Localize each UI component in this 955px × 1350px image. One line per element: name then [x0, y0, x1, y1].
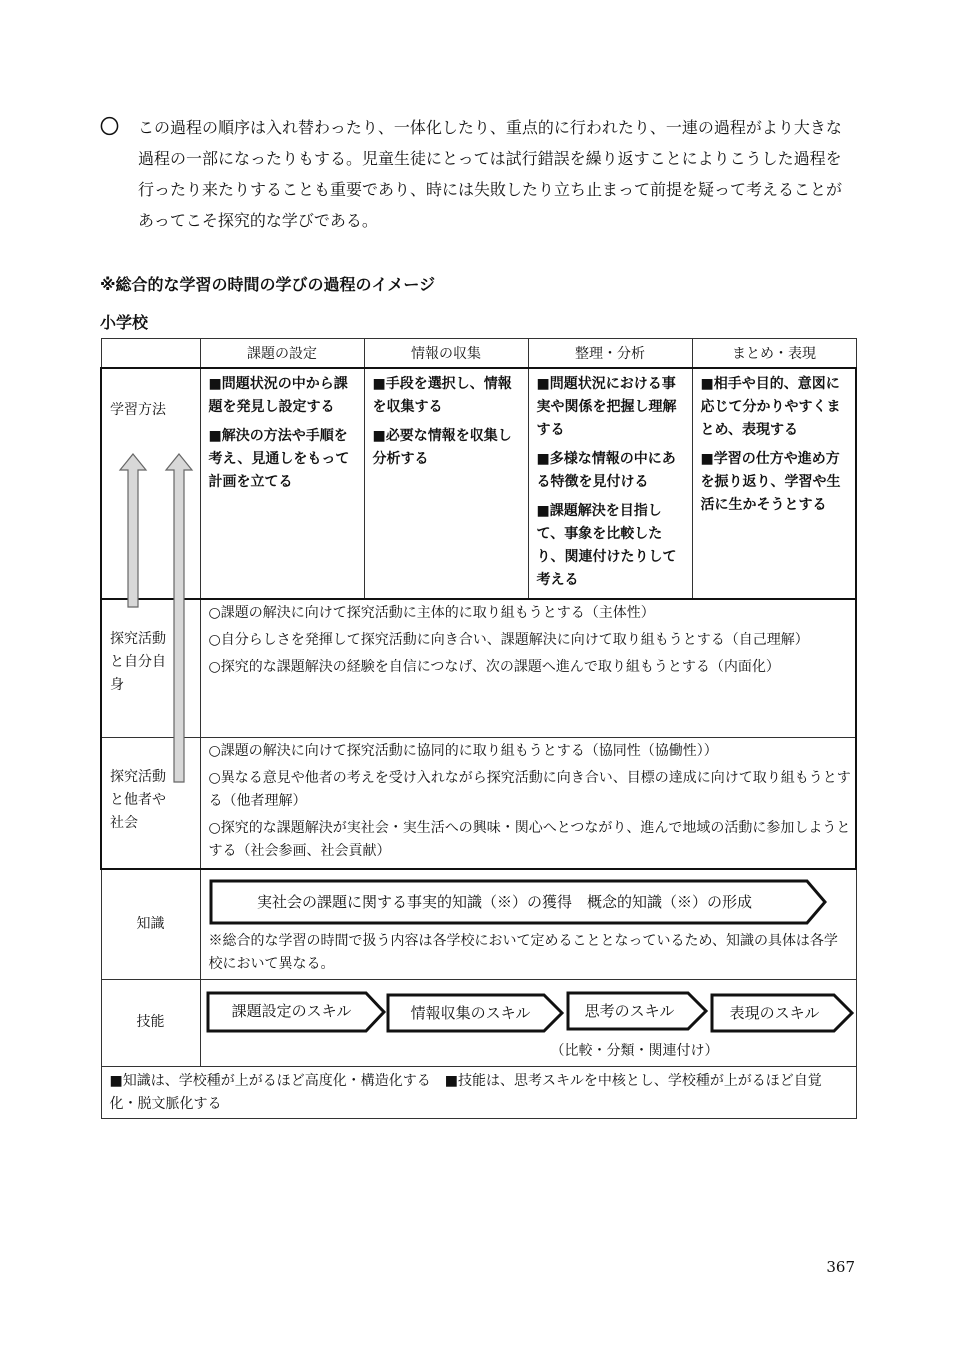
others-label: 探究活動と他者や社会 — [110, 768, 166, 831]
footer-note: ■知識は、学校種が上がるほど高度化・構造化する ■技能は、思考スキルを中核とし、学校種が上がるほど自覚化・脱文脈化する — [101, 1066, 856, 1118]
self-label: 探究活動と自分自身 — [110, 631, 166, 693]
method-cell-4 — [692, 368, 856, 599]
method-item: ■相手や目的、意図に応じて分かりやすくまとめ、表現する — [700, 376, 841, 438]
learning-process-table — [100, 338, 857, 1119]
knowledge-label-cell — [101, 869, 200, 979]
method-row — [101, 368, 856, 599]
knowledge-note: ※総合的な学習の時間で扱う内容は各学校において定めることとなっているため、知識の具体は各学校において異なる。 — [208, 933, 838, 972]
skill-label: 技能 — [136, 1014, 165, 1030]
footer-note-row — [101, 1066, 856, 1118]
knowledge-arrow-text: 実社会の課題に関する事実的知識（※）の獲得 概念的知識（※）の形成 — [256, 893, 752, 911]
method-item: ■学習の仕方や進め方を振り返り、学習や生活に生かそうとする — [700, 451, 841, 513]
intro-text: この過程の順序は入れ替わったり、一体化したり、重点的に行われたり、一連の過程がより大きな過程の一部になったりもする。児童生徒にとっては試行錯誤を繰り返すことによりこうした過程を行ったり来たりすることも重要であり、時には失敗したり立ち止まって前提を疑って考えることがあってこそ探究的な学びである。 — [138, 118, 843, 230]
knowledge-label: 知識 — [136, 915, 165, 932]
method-item: ■解決の方法や手順を考え、見通しをもって計画を立てる — [208, 428, 350, 490]
long-upward-arrow-icon — [164, 452, 194, 784]
method-item: ■問題状況における事実や関係を把握し理解する — [536, 376, 677, 438]
others-row — [101, 737, 856, 869]
others-item: ○課題の解決に向けて探究活動に協同的に取り組もうとする（協同性（協働性）） — [208, 742, 718, 759]
bullet-circle-icon: 〇 — [100, 116, 120, 138]
method-item: ■手段を選択し、情報を収集する — [372, 376, 512, 415]
header-info-gathering: 情報の収集 — [364, 339, 528, 369]
skill-row — [101, 979, 856, 1066]
header-row — [101, 339, 856, 369]
others-item: ○探究的な課題解決が実社会・実生活への興味・関心へとつながり、進んで地域の活動に参加しようとする（社会参画、社会貢献） — [208, 819, 851, 859]
method-item: ■課題解決を目指して、事象を比較したり、関連付けたりして考える — [536, 503, 677, 588]
skill-thinking: 思考のスキル — [584, 1001, 675, 1020]
skill-info-gathering: 情報収集のスキル — [410, 1003, 531, 1022]
thinking-skill-subtext: （比較・分類・関連付け） — [550, 1042, 719, 1059]
method-item: ■必要な情報を収集し分析する — [372, 428, 512, 467]
method-label: 学習方法 — [110, 402, 166, 418]
others-items-cell — [200, 737, 856, 869]
page-number: 367 — [826, 1258, 855, 1276]
header-summarize-express: まとめ・表現 — [692, 339, 856, 369]
header-organize-analyze: 整理・分析 — [528, 339, 692, 369]
skill-cell — [200, 979, 856, 1066]
method-cell-2 — [364, 368, 528, 599]
knowledge-row — [101, 869, 856, 979]
self-item: ○探究的な課題解決の経験を自信につなげ、次の課題へ進んで取り組もうとする（内面化） — [208, 659, 780, 675]
self-item: ○課題の解決に向けて探究活動に主体的に取り組もうとする（主体性） — [208, 605, 655, 621]
self-items-cell — [200, 599, 856, 737]
knowledge-cell — [200, 869, 856, 979]
header-task-setting: 課題の設定 — [200, 339, 364, 369]
skill-expression: 表現のスキル — [729, 1003, 820, 1022]
method-item: ■多様な情報の中にある特徴を見付ける — [536, 451, 676, 490]
skill-label-cell — [101, 979, 200, 1066]
method-cell-1 — [200, 368, 364, 599]
header-blank — [101, 339, 200, 369]
self-item: ○自分らしさを発揮して探究活動に向き合い、課題解決に向けて取り組もうとする（自己理解） — [208, 632, 809, 648]
skill-task-setting: 課題設定のスキル — [231, 1001, 352, 1020]
school-level-label: 小学校 — [100, 313, 149, 332]
method-cell-3 — [528, 368, 692, 599]
section-title: ※総合的な学習の時間の学びの過程のイメージ — [100, 275, 436, 294]
method-item: ■問題状況の中から課題を発見し設定する — [208, 376, 348, 415]
self-row — [101, 599, 856, 737]
others-item: ○異なる意見や他者の考えを受け入れながら探究活動に向き合い、目標の達成に向けて取り組もうとする（他者理解） — [208, 769, 851, 809]
